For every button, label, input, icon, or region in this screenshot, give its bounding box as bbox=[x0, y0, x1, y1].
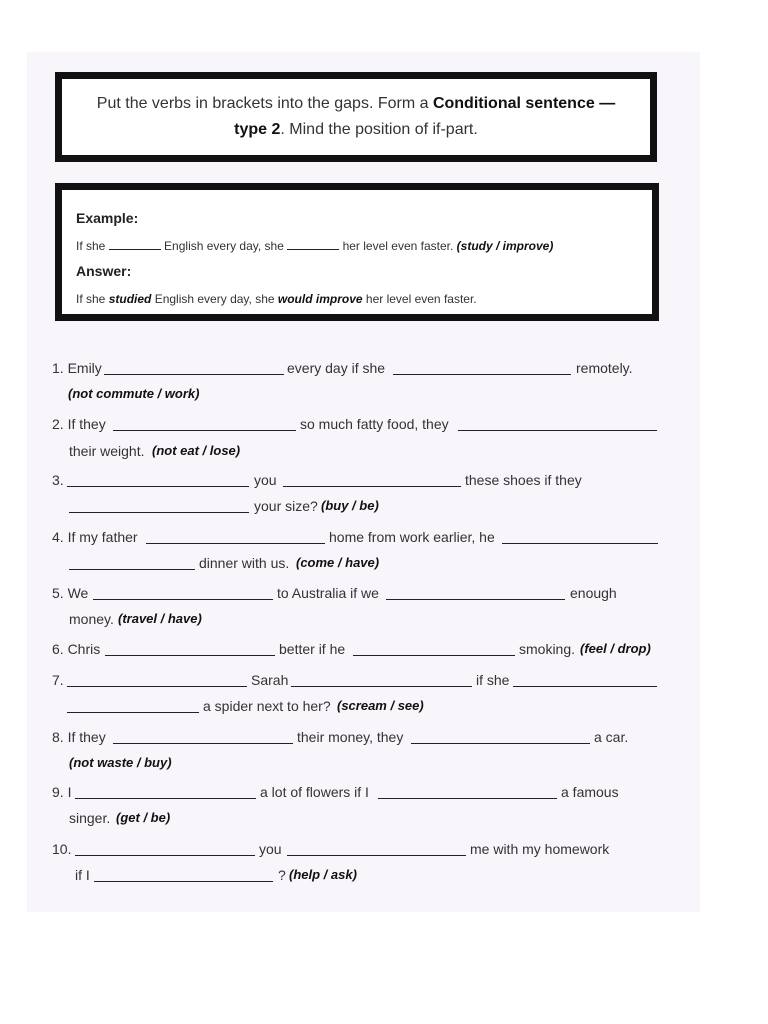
answer-blank[interactable] bbox=[386, 599, 565, 600]
worksheet: Put the verbs in brackets into the gaps. Form a Conditional sentence — type 2. Mind the position of if-part. Example: If she English every day, she her level even faster. (study / improve) Answer: If she studied English every day, she would improve her level even faster. 1. Emily every day if she remotely. (not commute / work) 2. If they so much fatty food, they their weight. (not eat / lose) 3. you these shoes if they your size? (buy / be) 4. If my father home from work earlier, he dinner with us. (come / have) 5. We to Australia if we enough money. (travel / have) 6. Chris better if he smoking. (feel / drop) 7. Sarah if she a spider next to her? (scream / see) 8. If they their money, they a car. (not waste / buy) 9. I a lot of flowers if I a famous singer. (get / be) 10. you me with my homework if I ? (help / ask) bbox=[27, 52, 700, 912]
answer-blank[interactable] bbox=[513, 686, 657, 687]
verb-hint: (not commute / work) bbox=[68, 386, 200, 401]
verb-hint: (get / be) bbox=[116, 810, 171, 825]
answer-label: Answer: bbox=[76, 263, 132, 279]
answer-blank[interactable] bbox=[113, 430, 296, 431]
example-gap bbox=[109, 248, 161, 250]
answer-blank[interactable] bbox=[67, 486, 249, 487]
example-label: Example: bbox=[76, 210, 139, 226]
answer-blank[interactable] bbox=[393, 374, 571, 375]
verb-hint: (not waste / buy) bbox=[69, 755, 172, 770]
answer-blank[interactable] bbox=[113, 743, 293, 744]
answer-blank[interactable] bbox=[411, 743, 590, 744]
answer-blank[interactable] bbox=[283, 486, 461, 487]
verb-hint: (scream / see) bbox=[337, 698, 424, 713]
verb-hint: (feel / drop) bbox=[580, 641, 651, 656]
answer-blank[interactable] bbox=[67, 686, 247, 687]
verb-hint: (help / ask) bbox=[289, 867, 357, 882]
answer-blank[interactable] bbox=[287, 855, 466, 856]
answer-blank[interactable] bbox=[104, 374, 284, 375]
instruction-box bbox=[55, 72, 657, 162]
answer-blank[interactable] bbox=[146, 543, 325, 544]
answer-blank[interactable] bbox=[378, 798, 557, 799]
answer-blank[interactable] bbox=[69, 569, 195, 570]
answer-blank[interactable] bbox=[93, 599, 273, 600]
answer-sentence: If she studied English every day, she would improve her level even faster. bbox=[76, 292, 477, 306]
answer-blank[interactable] bbox=[353, 655, 515, 656]
verb-hint: (travel / have) bbox=[118, 611, 202, 626]
answer-blank[interactable] bbox=[105, 655, 275, 656]
verb-hint: (not eat / lose) bbox=[152, 443, 241, 458]
answer-blank[interactable] bbox=[67, 712, 199, 713]
answer-blank[interactable] bbox=[502, 543, 658, 544]
answer-blank[interactable] bbox=[75, 798, 256, 799]
example-box bbox=[55, 183, 659, 321]
instruction-text: Put the verbs in brackets into the gaps. Form a Conditional sentence — type 2. Mind the position of if-part. bbox=[96, 95, 616, 138]
answer-blank[interactable] bbox=[458, 430, 657, 431]
verb-hint: (come / have) bbox=[296, 555, 380, 570]
answer-blank[interactable] bbox=[291, 686, 472, 687]
example-gap bbox=[287, 248, 339, 250]
answer-blank[interactable] bbox=[75, 855, 255, 856]
example-sentence: If she English every day, she her level even faster. (study / improve) bbox=[76, 239, 554, 253]
verb-hint: (buy / be) bbox=[321, 498, 379, 513]
answer-blank[interactable] bbox=[69, 512, 249, 513]
answer-blank[interactable] bbox=[94, 881, 273, 882]
